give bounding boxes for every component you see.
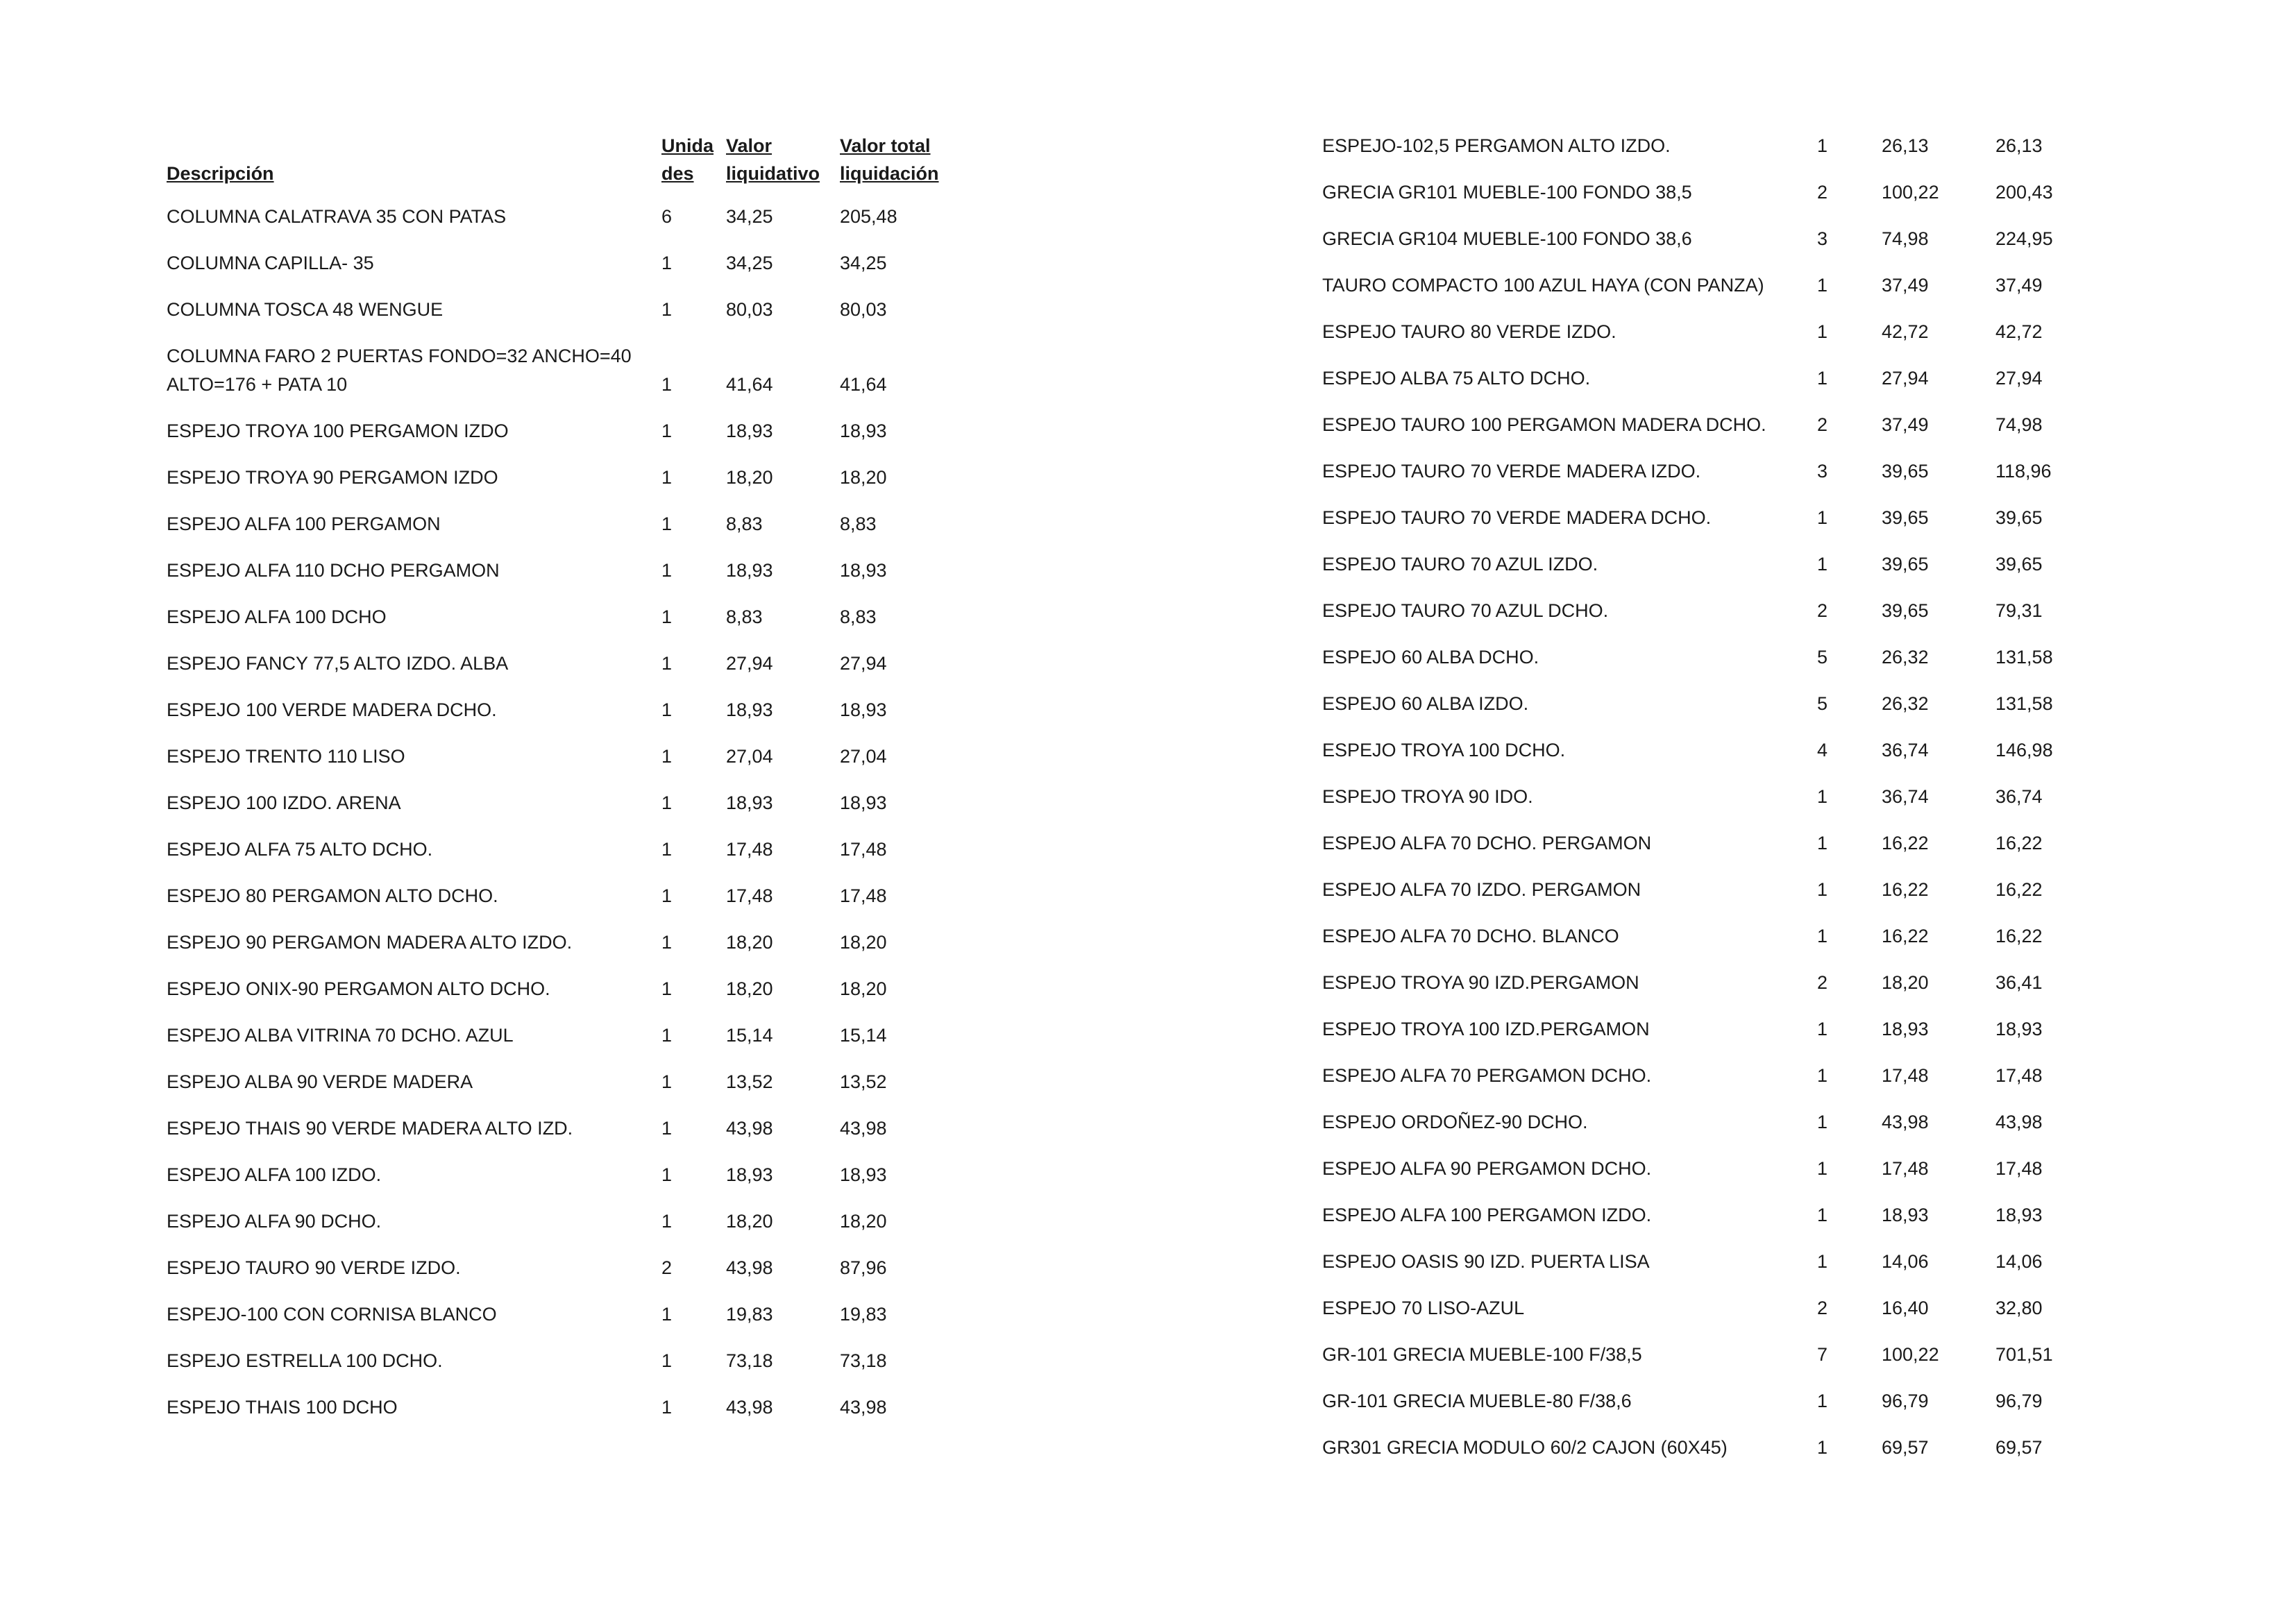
item-liquid-value: 74,98 — [1882, 228, 1929, 249]
item-description: COLUMNA CALATRAVA 35 CON PATAS — [167, 206, 507, 227]
item-total-value: 18,20 — [840, 978, 887, 999]
item-total-value: 18,93 — [840, 420, 887, 441]
right-column — [1322, 132, 2120, 1462]
item-liquid-value: 43,98 — [726, 1257, 773, 1278]
item-total-value: 17,48 — [1995, 1158, 2043, 1179]
item-liquid-value: 17,48 — [1882, 1158, 1929, 1179]
table-row — [1322, 1276, 2120, 1323]
item-units: 4 — [1817, 740, 1828, 760]
item-liquid-value: 42,72 — [1882, 321, 1929, 342]
item-units: 3 — [1817, 228, 1828, 249]
table-row — [1322, 858, 2120, 904]
item-liquid-value: 43,98 — [726, 1397, 773, 1418]
table-row — [167, 445, 965, 492]
item-description: ESPEJO ALFA 100 PERGAMON IZDO. — [1322, 1205, 1652, 1225]
item-units: 1 — [661, 1071, 673, 1092]
item-total-value: 69,57 — [1995, 1437, 2043, 1458]
table-row — [1322, 439, 2120, 486]
item-total-value: 42,72 — [1995, 321, 2043, 342]
item-description: COLUMNA FARO 2 PUERTAS FONDO=32 ANCHO=40 ALTO=176 + PATA 10 — [167, 346, 632, 395]
item-liquid-value: 18,93 — [726, 699, 773, 720]
item-total-value: 73,18 — [840, 1350, 887, 1371]
item-total-value: 146,98 — [1995, 740, 2053, 760]
table-row — [1322, 1323, 2120, 1369]
item-liquid-value: 73,18 — [726, 1350, 773, 1371]
table-row — [167, 203, 965, 231]
item-description: ESPEJO TAURO 70 VERDE MADERA DCHO. — [1322, 507, 1712, 528]
item-units: 1 — [1817, 135, 1828, 156]
item-total-value: 131,58 — [1995, 693, 2053, 714]
table-row — [1322, 672, 2120, 718]
table-row — [1322, 1044, 2120, 1090]
item-description: ESPEJO 100 VERDE MADERA DCHO. — [167, 699, 497, 720]
table-row — [167, 492, 965, 538]
table-row — [167, 910, 965, 957]
item-liquid-value: 16,22 — [1882, 833, 1929, 853]
item-liquid-value: 37,49 — [1882, 414, 1929, 435]
item-units: 1 — [1817, 1437, 1828, 1458]
item-units: 1 — [661, 792, 673, 813]
item-units: 5 — [1817, 647, 1828, 668]
item-total-value: 41,64 — [840, 374, 887, 395]
item-total-value: 18,93 — [1995, 1019, 2043, 1039]
item-total-value: 43,98 — [840, 1118, 887, 1139]
table-row — [1322, 951, 2120, 997]
item-units: 2 — [1817, 1298, 1828, 1318]
item-units: 1 — [661, 374, 673, 395]
header-description: Descripción — [167, 163, 274, 184]
inventory-table-left — [167, 132, 965, 1422]
item-units: 1 — [661, 1118, 673, 1139]
table-row — [1322, 1369, 2120, 1416]
table-row — [1322, 1137, 2120, 1183]
item-description: ESPEJO TRENTO 110 LISO — [167, 746, 405, 767]
item-description: ESPEJO ALFA 110 DCHO PERGAMON — [167, 560, 500, 581]
item-description: ESPEJO ALFA 70 DCHO. BLANCO — [1322, 926, 1619, 946]
item-units: 1 — [661, 839, 673, 860]
item-description: ESPEJO TAURO 70 VERDE MADERA IZDO. — [1322, 461, 1701, 482]
item-units: 1 — [661, 699, 673, 720]
item-liquid-value: 43,98 — [1882, 1112, 1929, 1132]
item-description: GR301 GRECIA MODULO 60/2 CAJON (60X45) — [1322, 1437, 1728, 1458]
item-total-value: 17,48 — [840, 885, 887, 906]
table-row — [167, 1375, 965, 1422]
item-total-value: 34,25 — [840, 253, 887, 273]
item-description: ESPEJO ALFA 75 ALTO DCHO. — [167, 839, 433, 860]
item-total-value: 43,98 — [1995, 1112, 2043, 1132]
item-liquid-value: 18,93 — [726, 560, 773, 581]
item-description: ESPEJO TAURO 100 PERGAMON MADERA DCHO. — [1322, 414, 1766, 435]
item-total-value: 79,31 — [1995, 600, 2043, 621]
item-total-value: 80,03 — [840, 299, 887, 320]
item-total-value: 18,93 — [840, 792, 887, 813]
item-liquid-value: 69,57 — [1882, 1437, 1929, 1458]
item-description: ESPEJO ALFA 70 PERGAMON DCHO. — [1322, 1065, 1652, 1086]
item-total-value: 224,95 — [1995, 228, 2053, 249]
item-liquid-value: 17,48 — [726, 885, 773, 906]
item-liquid-value: 36,74 — [1882, 786, 1929, 807]
table-row — [167, 631, 965, 678]
table-row — [1322, 1230, 2120, 1276]
table-row — [167, 538, 965, 585]
item-description: ESPEJO TAURO 80 VERDE IZDO. — [1322, 321, 1617, 342]
item-total-value: 18,20 — [840, 1211, 887, 1232]
item-units: 1 — [1817, 275, 1828, 296]
item-description: ESPEJO ALFA 100 DCHO — [167, 606, 387, 627]
item-total-value: 16,22 — [1995, 879, 2043, 900]
item-liquid-value: 96,79 — [1882, 1391, 1929, 1411]
item-liquid-value: 43,98 — [726, 1118, 773, 1139]
item-total-value: 17,48 — [840, 839, 887, 860]
item-total-value: 18,20 — [840, 467, 887, 488]
item-total-value: 26,13 — [1995, 135, 2043, 156]
item-description: ESPEJO 80 PERGAMON ALTO DCHO. — [167, 885, 498, 906]
item-total-value: 13,52 — [840, 1071, 887, 1092]
item-total-value: 701,51 — [1995, 1344, 2053, 1365]
item-liquid-value: 8,83 — [726, 606, 763, 627]
item-description: ESPEJO THAIS 90 VERDE MADERA ALTO IZD. — [167, 1118, 573, 1139]
item-description: GRECIA GR101 MUEBLE-100 FONDO 38,5 — [1322, 182, 1692, 203]
item-total-value: 205,48 — [840, 206, 897, 227]
table-row — [167, 231, 965, 278]
item-total-value: 27,04 — [840, 746, 887, 767]
item-total-value: 118,96 — [1995, 461, 2052, 482]
item-total-value: 200,43 — [1995, 182, 2053, 203]
item-description: ESPEJO ALBA 90 VERDE MADERA — [167, 1071, 473, 1092]
item-units: 1 — [661, 253, 673, 273]
table-row — [167, 1282, 965, 1329]
item-liquid-value: 17,48 — [1882, 1065, 1929, 1086]
table-row — [167, 1050, 965, 1096]
item-units: 1 — [1817, 926, 1828, 946]
item-total-value: 17,48 — [1995, 1065, 2043, 1086]
item-units: 1 — [1817, 1391, 1828, 1411]
item-units: 1 — [1817, 1112, 1828, 1132]
table-row — [167, 864, 965, 910]
item-units: 1 — [1817, 1065, 1828, 1086]
item-liquid-value: 36,74 — [1882, 740, 1929, 760]
item-liquid-value: 18,20 — [726, 932, 773, 953]
table-row — [1322, 160, 2120, 207]
item-description: ESPEJO TAURO 90 VERDE IZDO. — [167, 1257, 461, 1278]
item-total-value: 32,80 — [1995, 1298, 2043, 1318]
item-total-value: 74,98 — [1995, 414, 2043, 435]
item-units: 1 — [1817, 1251, 1828, 1272]
item-liquid-value: 14,06 — [1882, 1251, 1929, 1272]
item-units: 1 — [661, 420, 673, 441]
item-description: ESPEJO ESTRELLA 100 DCHO. — [167, 1350, 443, 1371]
item-total-value: 39,65 — [1995, 554, 2043, 575]
item-units: 1 — [661, 560, 673, 581]
item-units: 1 — [1817, 321, 1828, 342]
item-liquid-value: 16,40 — [1882, 1298, 1929, 1318]
table-row — [1322, 1416, 2120, 1462]
item-total-value: 14,06 — [1995, 1251, 2043, 1272]
item-units: 6 — [661, 206, 673, 227]
item-total-value: 36,74 — [1995, 786, 2043, 807]
item-total-value: 96,79 — [1995, 1391, 2043, 1411]
item-description: ESPEJO-102,5 PERGAMON ALTO IZDO. — [1322, 135, 1671, 156]
item-units: 2 — [1817, 972, 1828, 993]
table-row — [167, 1096, 965, 1143]
table-header-row — [167, 132, 965, 203]
item-description: ESPEJO 60 ALBA IZDO. — [1322, 693, 1529, 714]
table-row — [167, 1189, 965, 1236]
item-total-value: 18,20 — [840, 932, 887, 953]
item-units: 3 — [1817, 461, 1828, 482]
item-liquid-value: 34,25 — [726, 253, 773, 273]
item-description: ESPEJO ALFA 70 IZDO. PERGAMON — [1322, 879, 1641, 900]
item-units: 1 — [661, 932, 673, 953]
item-description: TAURO COMPACTO 100 AZUL HAYA (CON PANZA) — [1322, 275, 1764, 296]
item-liquid-value: 37,49 — [1882, 275, 1929, 296]
item-description: GR-101 GRECIA MUEBLE-100 F/38,5 — [1322, 1344, 1642, 1365]
item-description: ESPEJO TROYA 100 PERGAMON IZDO — [167, 420, 509, 441]
item-units: 1 — [1817, 507, 1828, 528]
table-row — [167, 817, 965, 864]
item-description: ESPEJO TROYA 100 DCHO. — [1322, 740, 1566, 760]
item-description: ESPEJO 60 ALBA DCHO. — [1322, 647, 1539, 668]
item-units: 1 — [1817, 1158, 1828, 1179]
item-description: GR-101 GRECIA MUEBLE-80 F/38,6 — [1322, 1391, 1632, 1411]
item-units: 1 — [661, 1397, 673, 1418]
item-description: ESPEJO ALBA VITRINA 70 DCHO. AZUL — [167, 1025, 514, 1046]
table-row — [1322, 718, 2120, 765]
item-liquid-value: 18,20 — [726, 1211, 773, 1232]
table-row — [167, 724, 965, 771]
table-row — [1322, 207, 2120, 253]
item-liquid-value: 39,65 — [1882, 600, 1929, 621]
header-liquid-value: Valor liquidativo — [726, 135, 820, 184]
item-description: ESPEJO TROYA 90 PERGAMON IZDO — [167, 467, 498, 488]
item-liquid-value: 27,94 — [1882, 368, 1929, 389]
item-units: 1 — [661, 513, 673, 534]
item-liquid-value: 13,52 — [726, 1071, 773, 1092]
item-description: ESPEJO FANCY 77,5 ALTO IZDO. ALBA — [167, 653, 509, 674]
item-liquid-value: 17,48 — [726, 839, 773, 860]
item-description: ESPEJO TAURO 70 AZUL IZDO. — [1322, 554, 1598, 575]
item-description: ESPEJO 70 LISO-AZUL — [1322, 1298, 1525, 1318]
item-units: 7 — [1817, 1344, 1828, 1365]
item-units: 1 — [661, 1304, 673, 1325]
item-units: 1 — [661, 653, 673, 674]
table-row — [1322, 579, 2120, 625]
item-liquid-value: 100,22 — [1882, 1344, 1939, 1365]
item-total-value: 16,22 — [1995, 926, 2043, 946]
item-liquid-value: 18,93 — [1882, 1019, 1929, 1039]
table-row — [167, 1329, 965, 1375]
item-liquid-value: 18,20 — [1882, 972, 1929, 993]
item-description: ESPEJO ONIX-90 PERGAMON ALTO DCHO. — [167, 978, 550, 999]
item-total-value: 27,94 — [1995, 368, 2043, 389]
item-total-value: 131,58 — [1995, 647, 2053, 668]
item-description: ESPEJO TROYA 100 IZD.PERGAMON — [1322, 1019, 1650, 1039]
item-liquid-value: 39,65 — [1882, 507, 1929, 528]
table-row — [167, 957, 965, 1003]
item-liquid-value: 26,13 — [1882, 135, 1929, 156]
item-description: COLUMNA CAPILLA- 35 — [167, 253, 374, 273]
item-liquid-value: 18,93 — [1882, 1205, 1929, 1225]
item-total-value: 19,83 — [840, 1304, 887, 1325]
item-total-value: 18,93 — [840, 1164, 887, 1185]
table-row — [1322, 1090, 2120, 1137]
table-row — [1322, 393, 2120, 439]
item-units: 2 — [1817, 182, 1828, 203]
item-total-value: 18,93 — [840, 560, 887, 581]
table-row — [167, 399, 965, 445]
item-description: ESPEJO ALFA 90 PERGAMON DCHO. — [1322, 1158, 1652, 1179]
item-description: COLUMNA TOSCA 48 WENGUE — [167, 299, 444, 320]
item-total-value: 43,98 — [840, 1397, 887, 1418]
item-liquid-value: 15,14 — [726, 1025, 773, 1046]
item-liquid-value: 34,25 — [726, 206, 773, 227]
item-description: ESPEJO 100 IZDO. ARENA — [167, 792, 401, 813]
item-units: 1 — [1817, 554, 1828, 575]
item-total-value: 27,94 — [840, 653, 887, 674]
item-units: 1 — [1817, 1205, 1828, 1225]
item-total-value: 36,41 — [1995, 972, 2043, 993]
table-row — [1322, 486, 2120, 532]
item-units: 1 — [1817, 368, 1828, 389]
item-liquid-value: 27,94 — [726, 653, 773, 674]
item-total-value: 16,22 — [1995, 833, 2043, 853]
table-row — [1322, 1183, 2120, 1230]
item-description: ESPEJO-100 CON CORNISA BLANCO — [167, 1304, 497, 1325]
item-liquid-value: 39,65 — [1882, 554, 1929, 575]
table-row — [1322, 625, 2120, 672]
item-units: 1 — [1817, 1019, 1828, 1039]
table-row — [1322, 300, 2120, 346]
item-units: 1 — [661, 1025, 673, 1046]
table-row — [1322, 904, 2120, 951]
table-row — [1322, 532, 2120, 579]
item-liquid-value: 19,83 — [726, 1304, 773, 1325]
item-total-value: 87,96 — [840, 1257, 887, 1278]
item-liquid-value: 18,93 — [726, 1164, 773, 1185]
item-liquid-value: 18,20 — [726, 978, 773, 999]
item-description: ESPEJO TROYA 90 IDO. — [1322, 786, 1533, 807]
item-description: ESPEJO ALFA 90 DCHO. — [167, 1211, 382, 1232]
table-row — [167, 771, 965, 817]
item-description: ESPEJO OASIS 90 IZD. PUERTA LISA — [1322, 1251, 1650, 1272]
item-description: ESPEJO ALFA 100 IZDO. — [167, 1164, 382, 1185]
item-description: ESPEJO ORDOÑEZ-90 DCHO. — [1322, 1112, 1588, 1132]
item-description: ESPEJO ALFA 70 DCHO. PERGAMON — [1322, 833, 1652, 853]
table-row — [1322, 346, 2120, 393]
inventory-table-right — [1322, 132, 2120, 1462]
item-units: 2 — [1817, 414, 1828, 435]
item-total-value: 8,83 — [840, 606, 877, 627]
table-row — [167, 1236, 965, 1282]
item-units: 1 — [661, 299, 673, 320]
item-description: ESPEJO THAIS 100 DCHO — [167, 1397, 398, 1418]
item-units: 1 — [661, 746, 673, 767]
item-total-value: 8,83 — [840, 513, 877, 534]
item-liquid-value: 8,83 — [726, 513, 763, 534]
item-liquid-value: 26,32 — [1882, 693, 1929, 714]
item-liquid-value: 18,93 — [726, 792, 773, 813]
item-units: 1 — [1817, 879, 1828, 900]
item-liquid-value: 16,22 — [1882, 879, 1929, 900]
item-description: ESPEJO TROYA 90 IZD.PERGAMON — [1322, 972, 1639, 993]
table-row — [1322, 132, 2120, 160]
item-description: ESPEJO TAURO 70 AZUL DCHO. — [1322, 600, 1609, 621]
item-liquid-value: 26,32 — [1882, 647, 1929, 668]
item-liquid-value: 80,03 — [726, 299, 773, 320]
item-units: 5 — [1817, 693, 1828, 714]
item-units: 1 — [1817, 833, 1828, 853]
table-row — [167, 278, 965, 324]
item-units: 1 — [661, 467, 673, 488]
table-row — [167, 1003, 965, 1050]
item-description: ESPEJO ALFA 100 PERGAMON — [167, 513, 441, 534]
item-total-value: 18,93 — [1995, 1205, 2043, 1225]
item-units: 1 — [661, 885, 673, 906]
item-liquid-value: 18,93 — [726, 420, 773, 441]
item-units: 1 — [661, 1350, 673, 1371]
item-units: 1 — [661, 1211, 673, 1232]
item-description: ESPEJO ALBA 75 ALTO DCHO. — [1322, 368, 1591, 389]
item-total-value: 39,65 — [1995, 507, 2043, 528]
table-row — [167, 1143, 965, 1189]
item-total-value: 37,49 — [1995, 275, 2043, 296]
item-description: GRECIA GR104 MUEBLE-100 FONDO 38,6 — [1322, 228, 1692, 249]
item-units: 2 — [661, 1257, 673, 1278]
left-column — [167, 132, 965, 1422]
header-total-value: Valor total liquidación — [840, 135, 939, 184]
item-units: 1 — [1817, 786, 1828, 807]
table-row — [167, 678, 965, 724]
item-liquid-value: 39,65 — [1882, 461, 1929, 482]
item-units: 1 — [661, 606, 673, 627]
item-liquid-value: 18,20 — [726, 467, 773, 488]
item-liquid-value: 100,22 — [1882, 182, 1939, 203]
table-row — [1322, 765, 2120, 811]
item-liquid-value: 41,64 — [726, 374, 773, 395]
table-row — [1322, 253, 2120, 300]
table-row — [167, 324, 965, 399]
item-units: 2 — [1817, 600, 1828, 621]
item-units: 1 — [661, 978, 673, 999]
item-liquid-value: 16,22 — [1882, 926, 1929, 946]
table-row — [1322, 811, 2120, 858]
item-total-value: 18,93 — [840, 699, 887, 720]
item-units: 1 — [661, 1164, 673, 1185]
header-units: Unida des — [661, 135, 714, 184]
table-row — [1322, 997, 2120, 1044]
item-total-value: 15,14 — [840, 1025, 887, 1046]
table-row — [167, 585, 965, 631]
item-description: ESPEJO 90 PERGAMON MADERA ALTO IZDO. — [167, 932, 573, 953]
item-liquid-value: 27,04 — [726, 746, 773, 767]
